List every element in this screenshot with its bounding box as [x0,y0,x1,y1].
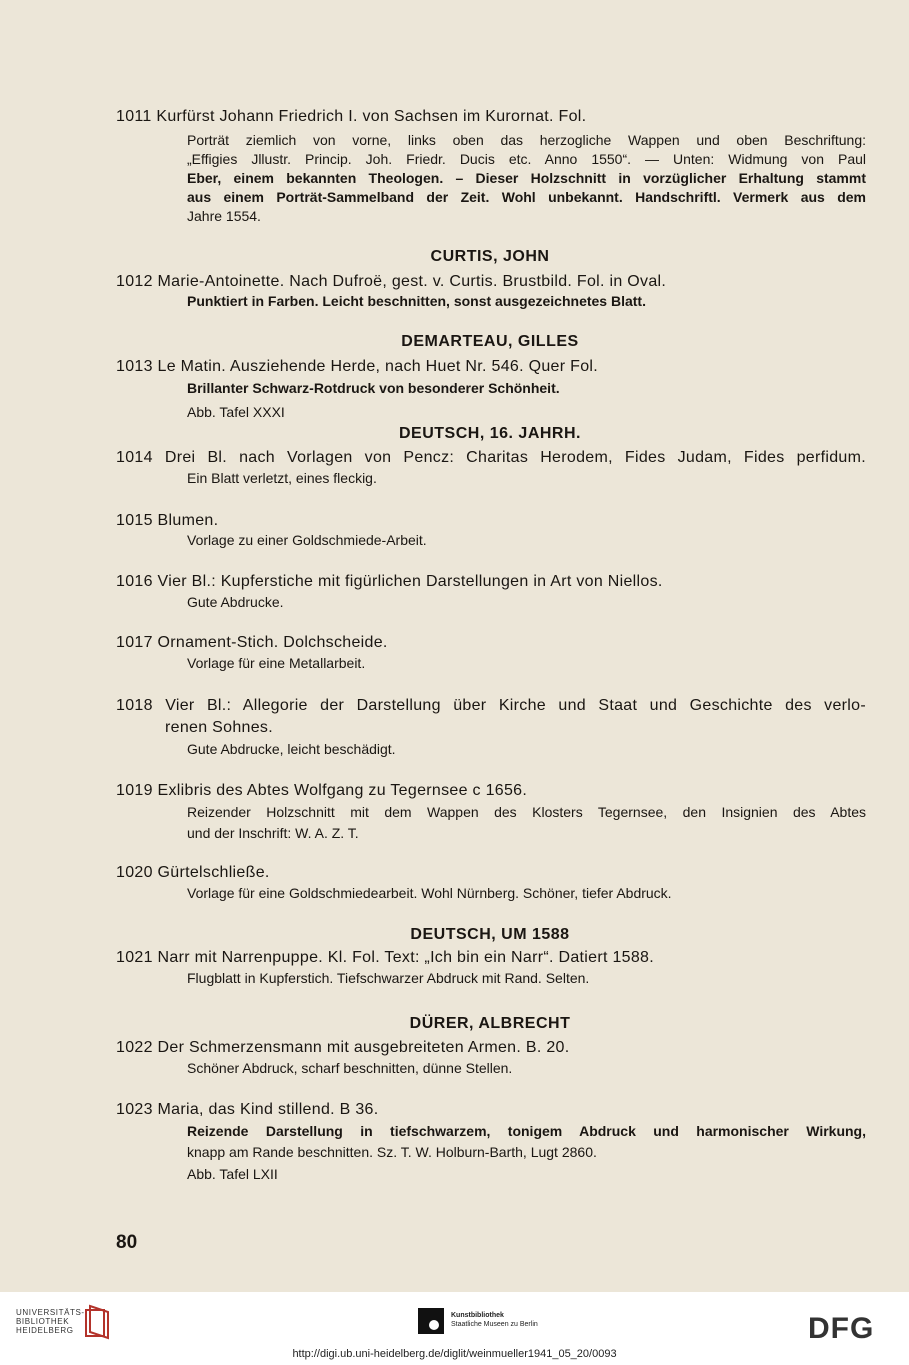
entry-1012-desc: Punktiert in Farben. Leicht beschnitten, sonst ausgezeichnetes Blatt. [187,293,646,309]
entry-1019-title: 1019 Exlibris des Abtes Wolfgang zu Tegernsee c 1656. [116,782,528,799]
kunstbibliothek-label: Kunstbibliothek Staatliche Museen zu Berlin [451,1312,538,1328]
entry-1011-desc: Jahre 1554. [187,208,261,224]
entry-1019-desc: und der Inschrift: W. A. Z. T. [187,825,359,841]
entry-1018-desc: Gute Abdrucke, leicht beschädigt. [187,741,396,757]
entry-1011-desc: aus einem Porträt-Sammelband der Zeit. Wohl unbekannt. Handschriftl. Vermerk aus dem [187,189,866,205]
entry-1018-title-cont: renen Sohnes. [165,719,273,736]
entry-1015-title: 1015 Blumen. [116,512,219,529]
kunstbibliothek-logo-icon [418,1308,444,1334]
entry-1020-title: 1020 Gürtelschließe. [116,864,270,881]
entry-1017-title: 1017 Ornament-Stich. Dolchscheide. [116,634,388,651]
entry-1023-title: 1023 Maria, das Kind stillend. B 36. [116,1101,379,1118]
entry-1019-desc: Reizender Holzschnitt mit dem Wappen des Klosters Tegernsee, den Insignien des Abtes [187,804,866,820]
entry-1022-desc: Schöner Abdruck, scharf beschnitten, dünne Stellen. [187,1060,513,1076]
section-heading: DEUTSCH, UM 1588 [410,926,570,943]
entry-1017-desc: Vorlage für eine Metallarbeit. [187,655,366,671]
entry-1022-title: 1022 Der Schmerzensmann mit ausgebreiteten Armen. B. 20. [116,1039,570,1056]
entry-1018-title: 1018 Vier Bl.: Allegorie der Darstellung über Kirche und Staat und Geschichte des verlo- [116,697,866,714]
entry-1016-title: 1016 Vier Bl.: Kupferstiche mit figürlichen Darstellungen in Art von Niellos. [116,573,663,590]
entry-1021-title: 1021 Narr mit Narrenpuppe. Kl. Fol. Text: „Ich bin ein Narr“. Datiert 1588. [116,949,654,966]
page-url[interactable]: http://digi.ub.uni-heidelberg.de/diglit/weinmueller1941_05_20/0093 [292,1348,617,1360]
entry-1014-desc: Ein Blatt verletzt, eines fleckig. [187,470,377,486]
entry-1013-desc: Brillanter Schwarz-Rotdruck von besonderer Schönheit. [187,380,560,396]
dfg-logo: DFG [808,1312,875,1345]
entry-1011-desc: „Effigies Jllustr. Princip. Joh. Friedr. Ducis etc. Anno 1550“. — Unten: Widmung von Paul [187,151,866,167]
entry-1023-desc: knapp am Rande beschnitten. Sz. T. W. Holburn-Barth, Lugt 2860. [187,1144,597,1160]
entry-1023-plate: Abb. Tafel LXII [187,1166,278,1182]
entry-1013-title: 1013 Le Matin. Ausziehende Herde, nach Huet Nr. 546. Quer Fol. [116,358,598,375]
section-heading: DEUTSCH, 16. JAHRH. [399,425,581,442]
footer-bar [0,1292,909,1365]
ub-heidelberg-logo-icon [84,1304,110,1340]
entry-1011-title: 1011 Kurfürst Johann Friedrich I. von Sachsen im Kurornat. Fol. [116,108,587,125]
entry-1013-plate: Abb. Tafel XXXI [187,404,285,420]
section-heading: DEMARTEAU, GILLES [401,333,579,350]
section-heading: CURTIS, JOHN [430,248,550,265]
entry-1021-desc: Flugblatt in Kupferstich. Tiefschwarzer Abdruck mit Rand. Selten. [187,970,590,986]
section-heading: DÜRER, ALBRECHT [409,1015,571,1032]
entry-1023-desc: Reizende Darstellung in tiefschwarzem, tonigem Abdruck und harmonischer Wirkung, [187,1123,866,1139]
entry-1014-title: 1014 Drei Bl. nach Vorlagen von Pencz: Charitas Herodem, Fides Judam, Fides perfidum. [116,449,866,466]
entry-1020-desc: Vorlage für eine Goldschmiedearbeit. Wohl Nürnberg. Schöner, tiefer Abdruck. [187,885,672,901]
entry-1011-desc: Eber, einem bekannten Theologen. – Dieser Holzschnitt in vorzüglicher Erhaltung stammt [187,170,866,186]
page-number: 80 [116,1232,138,1253]
entry-1016-desc: Gute Abdrucke. [187,594,284,610]
entry-1011-desc: Porträt ziemlich von vorne, links oben das herzogliche Wappen und oben Beschriftung: [187,132,866,148]
ub-heidelberg-label: UNIVERSITÄTS- BIBLIOTHEK HEIDELBERG [16,1308,85,1335]
entry-1012-title: 1012 Marie-Antoinette. Nach Dufroë, gest. v. Curtis. Brustbild. Fol. in Oval. [116,273,667,290]
entry-1015-desc: Vorlage zu einer Goldschmiede-Arbeit. [187,532,427,548]
